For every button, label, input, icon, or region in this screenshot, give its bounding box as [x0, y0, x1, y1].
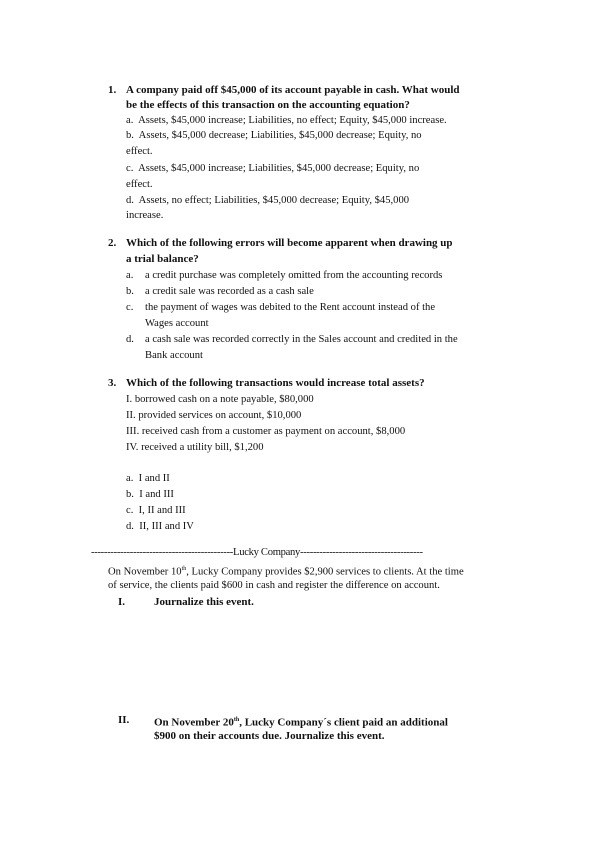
option-text: a credit purchase was completely omitted from the accounting records	[145, 270, 443, 281]
transaction-item: III. received cash from a customer as payment on account, $8,000	[126, 426, 406, 437]
option-text: I and III	[139, 489, 174, 500]
option-letter: c.	[126, 505, 134, 516]
case-text: of service, the clients paid $600 in cash and register the difference on account.	[108, 580, 440, 591]
option-text: Assets, no effect; Liabilities, $45,000 decrease; Equity, $45,000	[138, 195, 410, 206]
option-letter: b.	[126, 286, 134, 297]
option-letter: d.	[126, 195, 134, 206]
option-text: Assets, $45,000 increase; Liabilities, $45,000 decrease; Equity, no	[138, 163, 420, 174]
option-text: II, III and IV	[139, 521, 194, 532]
task-2-text: , Lucky Company´s client paid an additional	[239, 716, 448, 729]
transaction-item: II. provided services on account, $10,000	[126, 410, 302, 421]
option-letter: d.	[126, 521, 134, 532]
q1-number: 1.	[108, 84, 117, 96]
option-letter: c.	[126, 163, 134, 174]
option-text: I and II	[138, 473, 170, 484]
q1-text: A company paid off $45,000 of its account payable in cash. What would	[126, 84, 460, 96]
q2-text: a trial balance?	[126, 253, 199, 265]
option-text: a credit sale was recorded as a cash sale	[145, 286, 314, 297]
option-letter: c.	[126, 302, 134, 313]
task-1-number: I.	[118, 596, 126, 608]
task-1-text: Journalize this event.	[154, 596, 254, 608]
option-letter: b.	[126, 130, 134, 141]
option-letter: a.	[126, 473, 134, 484]
transaction-item: I. borrowed cash on a note payable, $80,000	[126, 394, 314, 405]
case-paragraph	[108, 563, 464, 579]
task-2-number: II.	[118, 714, 130, 726]
task-2-text: $900 on their accounts due. Journalize this event.	[154, 730, 385, 742]
option-text: effect.	[126, 179, 153, 190]
transaction-item: IV. received a utility bill, $1,200	[126, 442, 264, 453]
option-letter: a.	[126, 115, 134, 126]
section-divider: --------------------------------------------Lucky Company--------------------------------------	[91, 547, 423, 558]
q3-text: Which of the following transactions would increase total assets?	[126, 377, 425, 389]
case-text: On November 10	[108, 566, 182, 578]
q2-text: Which of the following errors will become apparent when drawing up	[126, 237, 453, 249]
option-text: Bank account	[145, 350, 203, 361]
option-text: a cash sale was recorded correctly in the Sales account and credited in the	[145, 334, 458, 345]
case-text: , Lucky Company provides $2,900 services to clients. At the time	[186, 566, 464, 578]
option-text: Assets, $45,000 increase; Liabilities, no effect; Equity, $45,000 increase.	[138, 115, 447, 126]
q3-number: 3.	[108, 377, 117, 389]
option-letter: d.	[126, 334, 134, 345]
option-text: I, II and III	[138, 505, 186, 516]
option-letter: a.	[126, 270, 134, 281]
superscript: th	[181, 566, 187, 572]
option-letter: b.	[126, 489, 134, 500]
option-text: effect.	[126, 146, 153, 157]
superscript: th	[233, 717, 240, 723]
task-2-text: On November 20	[154, 716, 234, 729]
option-text: the payment of wages was debited to the Rent account instead of the	[145, 302, 436, 313]
q2-number: 2.	[108, 237, 117, 249]
option-text: Wages account	[145, 318, 209, 329]
q1-text: be the effects of this transaction on the accounting equation?	[126, 99, 410, 111]
option-text: Assets, $45,000 decrease; Liabilities, $45,000 decrease; Equity, no	[138, 130, 422, 141]
option-text: increase.	[126, 210, 164, 221]
